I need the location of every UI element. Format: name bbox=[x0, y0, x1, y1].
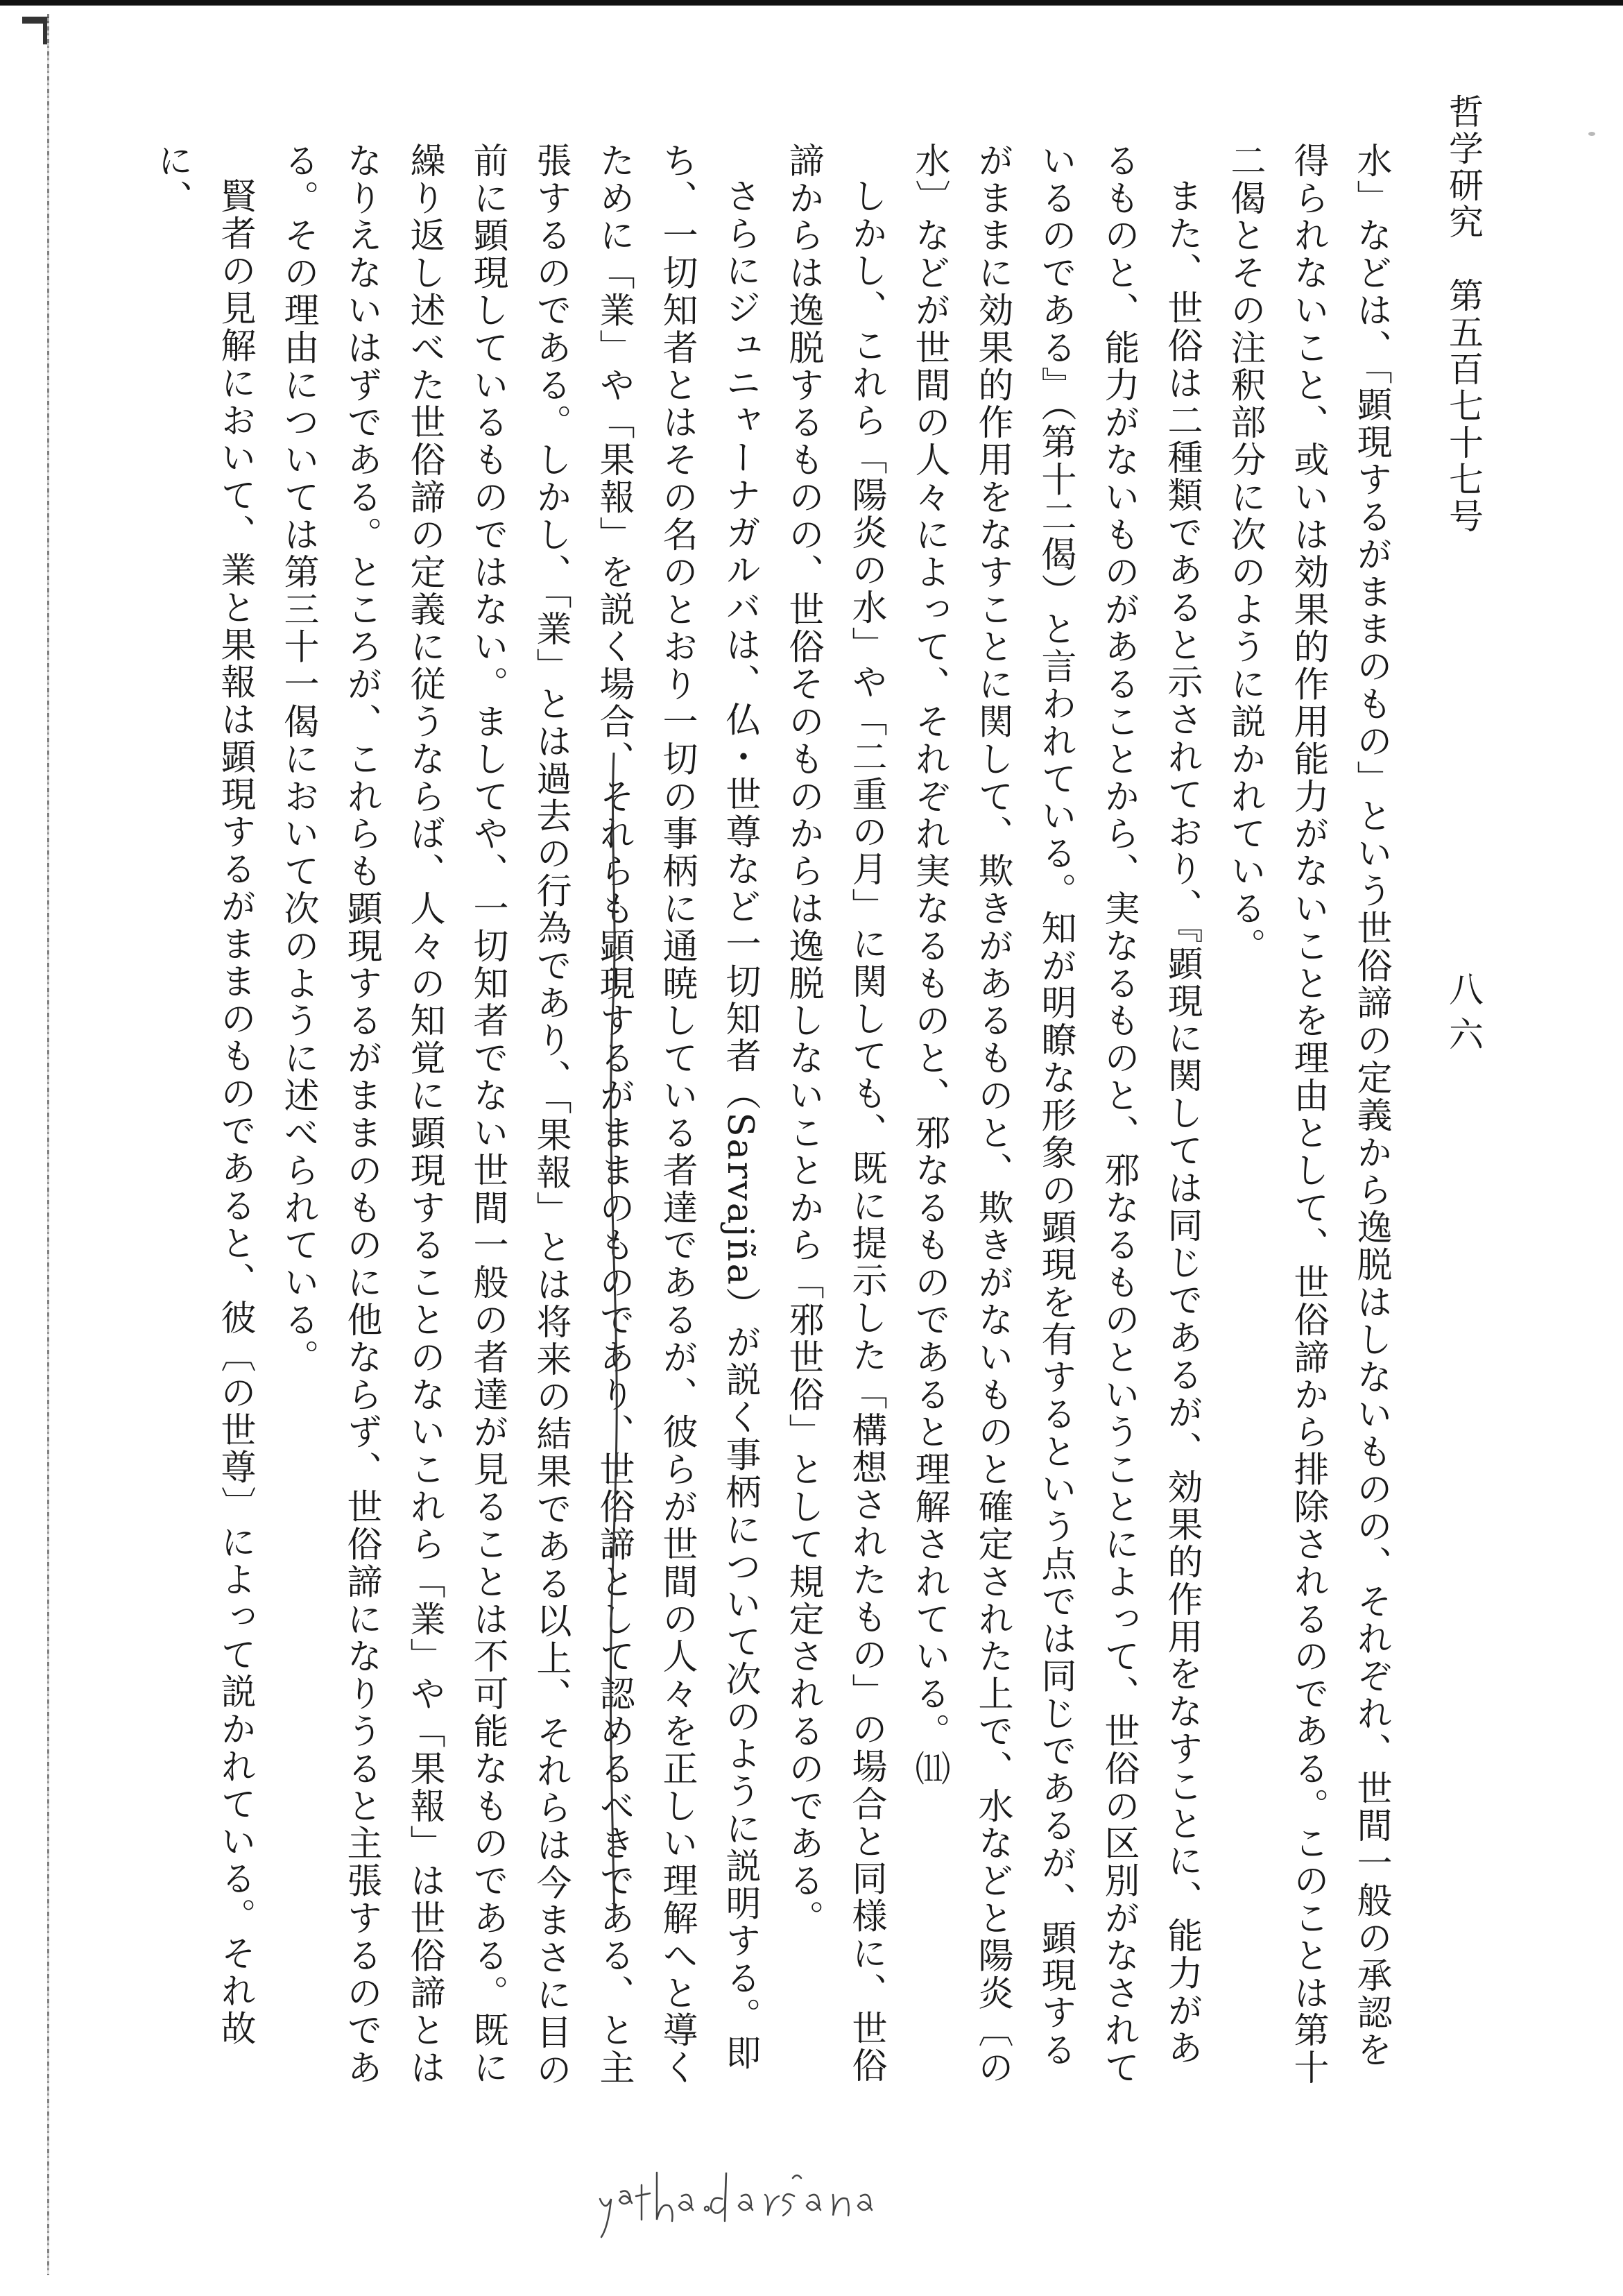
top-border bbox=[0, 0, 1623, 6]
pencil-underline bbox=[609, 753, 619, 1918]
handwritten-annotation bbox=[593, 2164, 981, 2247]
scan-speck bbox=[1588, 132, 1595, 136]
paragraph: 賢者の見解において、業と果報は顕現するがままのものであると、彼〔の世尊〕によって説かれている。それ故に、 bbox=[151, 142, 255, 2048]
paragraph: さらにジュニャーナガルバは、仏・世尊など一切知者（Sarvajña）が説く事柄について次のように説明する。即ち、一切知者とはその名のとおり一切の事柄に通暁している者達であるが、彼らが世間の人々を正しい理解へと導くために「業」や「果報」を説く場合、それらも顕現するがままのものであり、世俗諦として認めるべきである、と主張するのである。しかし、「業」とは過去の行為であり、「果報」とは将来の結果である以上、それらは今まさに目の前に顕現しているものではない。ましてや、一切知者でない世間一般の者達が見ることは不可能なものである。既に繰り返し述べた世俗諦の定義に従うならば、人々の知覚に顕現することのないこれら「業」や「果報」は世俗諦とはなりえないはずである。ところが、これらも顕現するがままのものに他ならず、世俗諦になりうると主張するのである。その理由については第三十一偈において次のように述べられている。 bbox=[277, 142, 760, 2089]
paragraph: 水」などは、「顕現するがままのもの」という世俗諦の定義から逸脱はしないものの、それぞれ、世間一般の承認を得られないこと、或いは効果的作用能力がないことを理由として、世俗諦から排除されるのである。このことは第十二偈とその注釈部分に次のように説かれている。 bbox=[1224, 142, 1391, 2087]
paragraph: また、世俗は二種類であると示されており、『顕現に関しては同じであるが、効果的作用をなすことに、能力があるものと、能力がないものがあることから、実なるものと、邪なるものということによって、世俗の区別がなされているのである』（第十二偈）と言われている。知が明瞭な形象の顕現を有するという点では同じであるが、顕現するがままに効果的作用をなすことに関して、欺きがあるものと、欺きがないものと確定された上で、水などと陽炎〔の水〕などが世間の人々によって、それぞれ実なるものと、邪なるものであると理解されている。⑾ bbox=[909, 142, 1202, 2087]
journal-header: 哲学研究 第五百七十七号 bbox=[1443, 94, 1484, 535]
page-number: 八六 bbox=[1443, 971, 1484, 1061]
page-binding-edge bbox=[47, 14, 49, 2275]
paragraph: しかし、これら「陽炎の水」や「二重の月」に関しても、既に提示した「構想されたもの」の場合と同様に、世俗諦からは逸脱するものの、世俗そのものからは逸脱しないことから「邪世俗」として規定されるのである。 bbox=[782, 142, 886, 2085]
body-text bbox=[151, 142, 1402, 2098]
